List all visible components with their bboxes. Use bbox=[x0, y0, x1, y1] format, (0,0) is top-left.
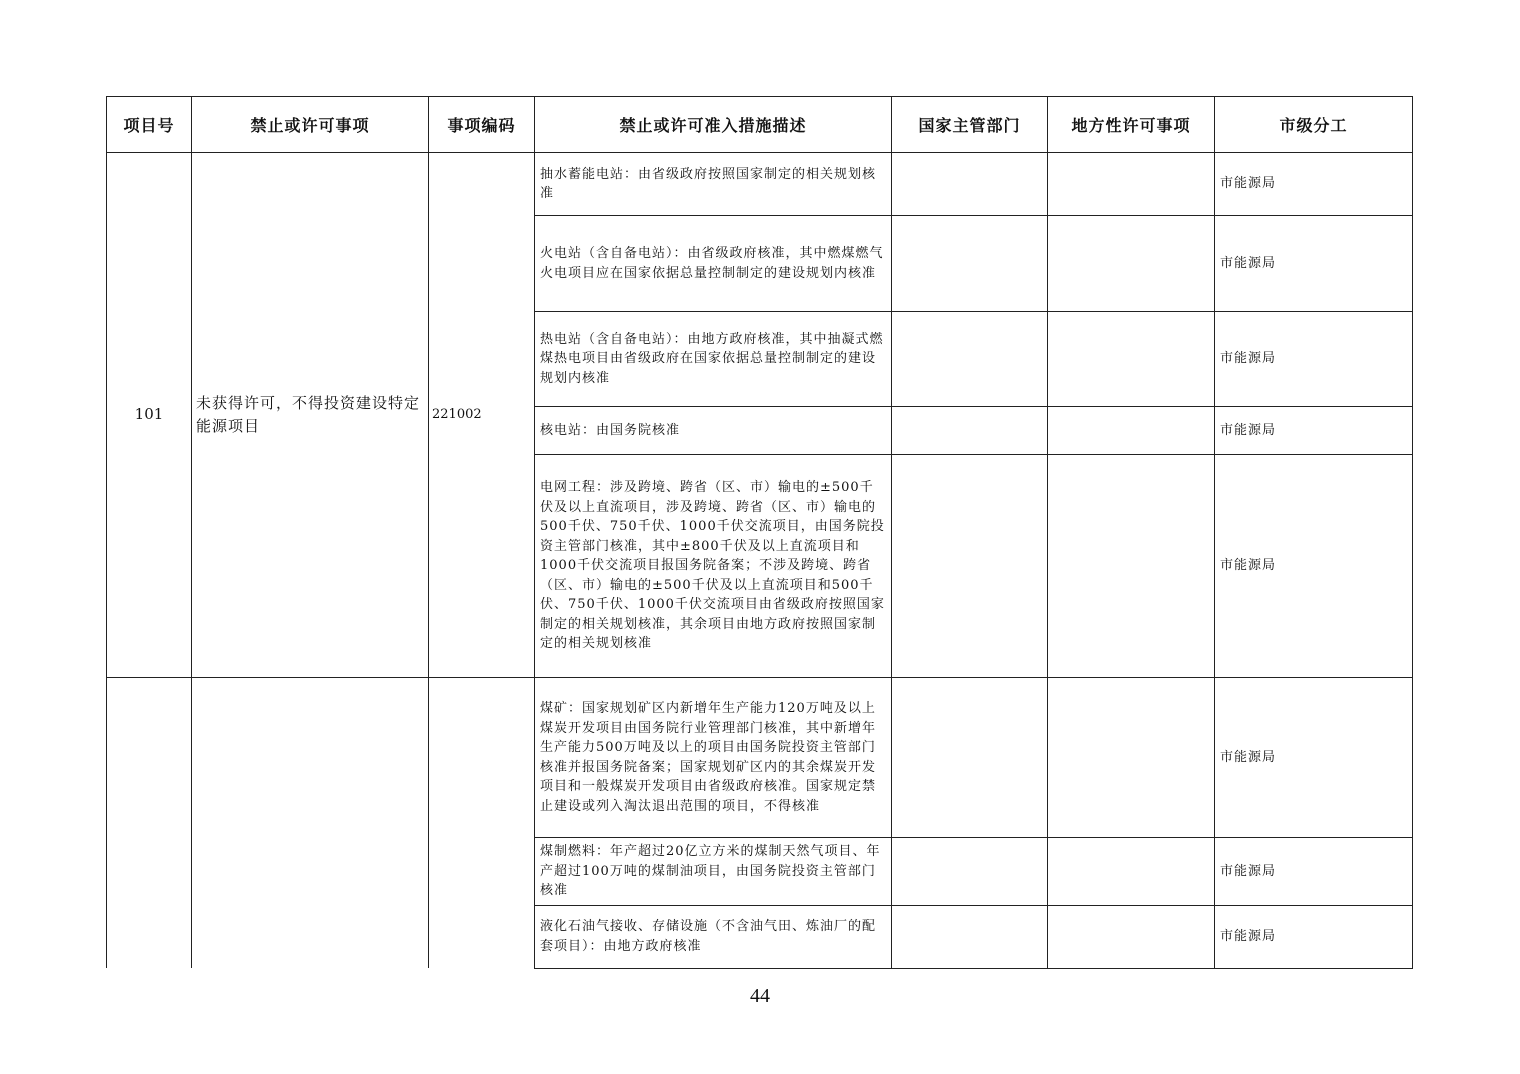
national-dept-cell bbox=[892, 407, 1048, 455]
measure-description: 电网工程：涉及跨境、跨省（区、市）输电的±500千伏及以上直流项目，涉及跨境、跨省（区、市）输电的500千伏、750千伏、1000千伏交流项目，由国务院投资主管部门核准，其中±800千伏及以上直流项目和1000千伏交流项目报国务院备案；不涉及跨境、跨省（区、市）输电的±500千伏及以上直流项目和500千伏、750千伏、1000千伏交流项目由省级政府按照国家制定的相关规划核准，其余项目由地方政府按照国家制定的相关规划核准 bbox=[535, 455, 892, 678]
measure-description: 煤矿：国家规划矿区内新增年生产能力120万吨及以上煤炭开发项目由国务院行业管理部门核准，其中新增年生产能力500万吨及以上的项目由国务院投资主管部门核准并报国务院备案；国家规划矿区内的其余煤炭开发项目和一般煤炭开发项目由省级政府核准。国家规定禁止建设或列入淘汰退出范围的项目，不得核准 bbox=[535, 678, 892, 838]
page-number: 44 bbox=[750, 985, 770, 1007]
national-dept-cell bbox=[892, 678, 1048, 838]
local-permit-cell bbox=[1048, 905, 1215, 968]
local-permit-cell bbox=[1048, 455, 1215, 678]
header-description: 禁止或许可准入措施描述 bbox=[535, 97, 892, 153]
project-no: 101 bbox=[107, 153, 192, 678]
measure-description: 火电站（含自备电站）：由省级政府核准，其中燃煤燃气火电项目应在国家依据总量控制制定的建设规划内核准 bbox=[535, 216, 892, 312]
local-permit-cell bbox=[1048, 678, 1215, 838]
header-code: 事项编码 bbox=[429, 97, 535, 153]
header-local-permit: 地方性许可事项 bbox=[1048, 97, 1215, 153]
local-permit-cell bbox=[1048, 153, 1215, 216]
local-permit-cell bbox=[1048, 838, 1215, 906]
city-division-cell: 市能源局 bbox=[1215, 455, 1413, 678]
local-permit-cell bbox=[1048, 312, 1215, 407]
header-national-dept: 国家主管部门 bbox=[892, 97, 1048, 153]
table-row bbox=[107, 678, 1413, 838]
approval-table bbox=[106, 96, 1413, 969]
project-no bbox=[107, 678, 192, 969]
header-project-no: 项目号 bbox=[107, 97, 192, 153]
city-division-cell: 市能源局 bbox=[1215, 216, 1413, 312]
local-permit-cell bbox=[1048, 216, 1215, 312]
city-division-cell: 市能源局 bbox=[1215, 838, 1413, 906]
item-name: 未获得许可，不得投资建设特定能源项目 bbox=[192, 153, 429, 678]
measure-description: 液化石油气接收、存储设施（不含油气田、炼油厂的配套项目）：由地方政府核准 bbox=[535, 905, 892, 968]
city-division-cell: 市能源局 bbox=[1215, 312, 1413, 407]
city-division-cell: 市能源局 bbox=[1215, 678, 1413, 838]
local-permit-cell bbox=[1048, 407, 1215, 455]
city-division-cell: 市能源局 bbox=[1215, 153, 1413, 216]
city-division-cell: 市能源局 bbox=[1215, 407, 1413, 455]
table-header-row bbox=[107, 97, 1413, 153]
table-row bbox=[107, 153, 1413, 216]
header-item: 禁止或许可事项 bbox=[192, 97, 429, 153]
city-division-cell: 市能源局 bbox=[1215, 905, 1413, 968]
header-city-division: 市级分工 bbox=[1215, 97, 1413, 153]
national-dept-cell bbox=[892, 838, 1048, 906]
measure-description: 抽水蓄能电站：由省级政府按照国家制定的相关规划核准 bbox=[535, 153, 892, 216]
item-code: 221002 bbox=[429, 153, 535, 678]
measure-description: 热电站（含自备电站）：由地方政府核准，其中抽凝式燃煤热电项目由省级政府在国家依据总量控制制定的建设规划内核准 bbox=[535, 312, 892, 407]
national-dept-cell bbox=[892, 312, 1048, 407]
national-dept-cell bbox=[892, 455, 1048, 678]
measure-description: 煤制燃料：年产超过20亿立方米的煤制天然气项目、年产超过100万吨的煤制油项目，由国务院投资主管部门核准 bbox=[535, 838, 892, 906]
national-dept-cell bbox=[892, 216, 1048, 312]
approval-table-container bbox=[106, 96, 1412, 969]
measure-description: 核电站：由国务院核准 bbox=[535, 407, 892, 455]
national-dept-cell bbox=[892, 153, 1048, 216]
item-code bbox=[429, 678, 535, 969]
item-name bbox=[192, 678, 429, 969]
national-dept-cell bbox=[892, 905, 1048, 968]
